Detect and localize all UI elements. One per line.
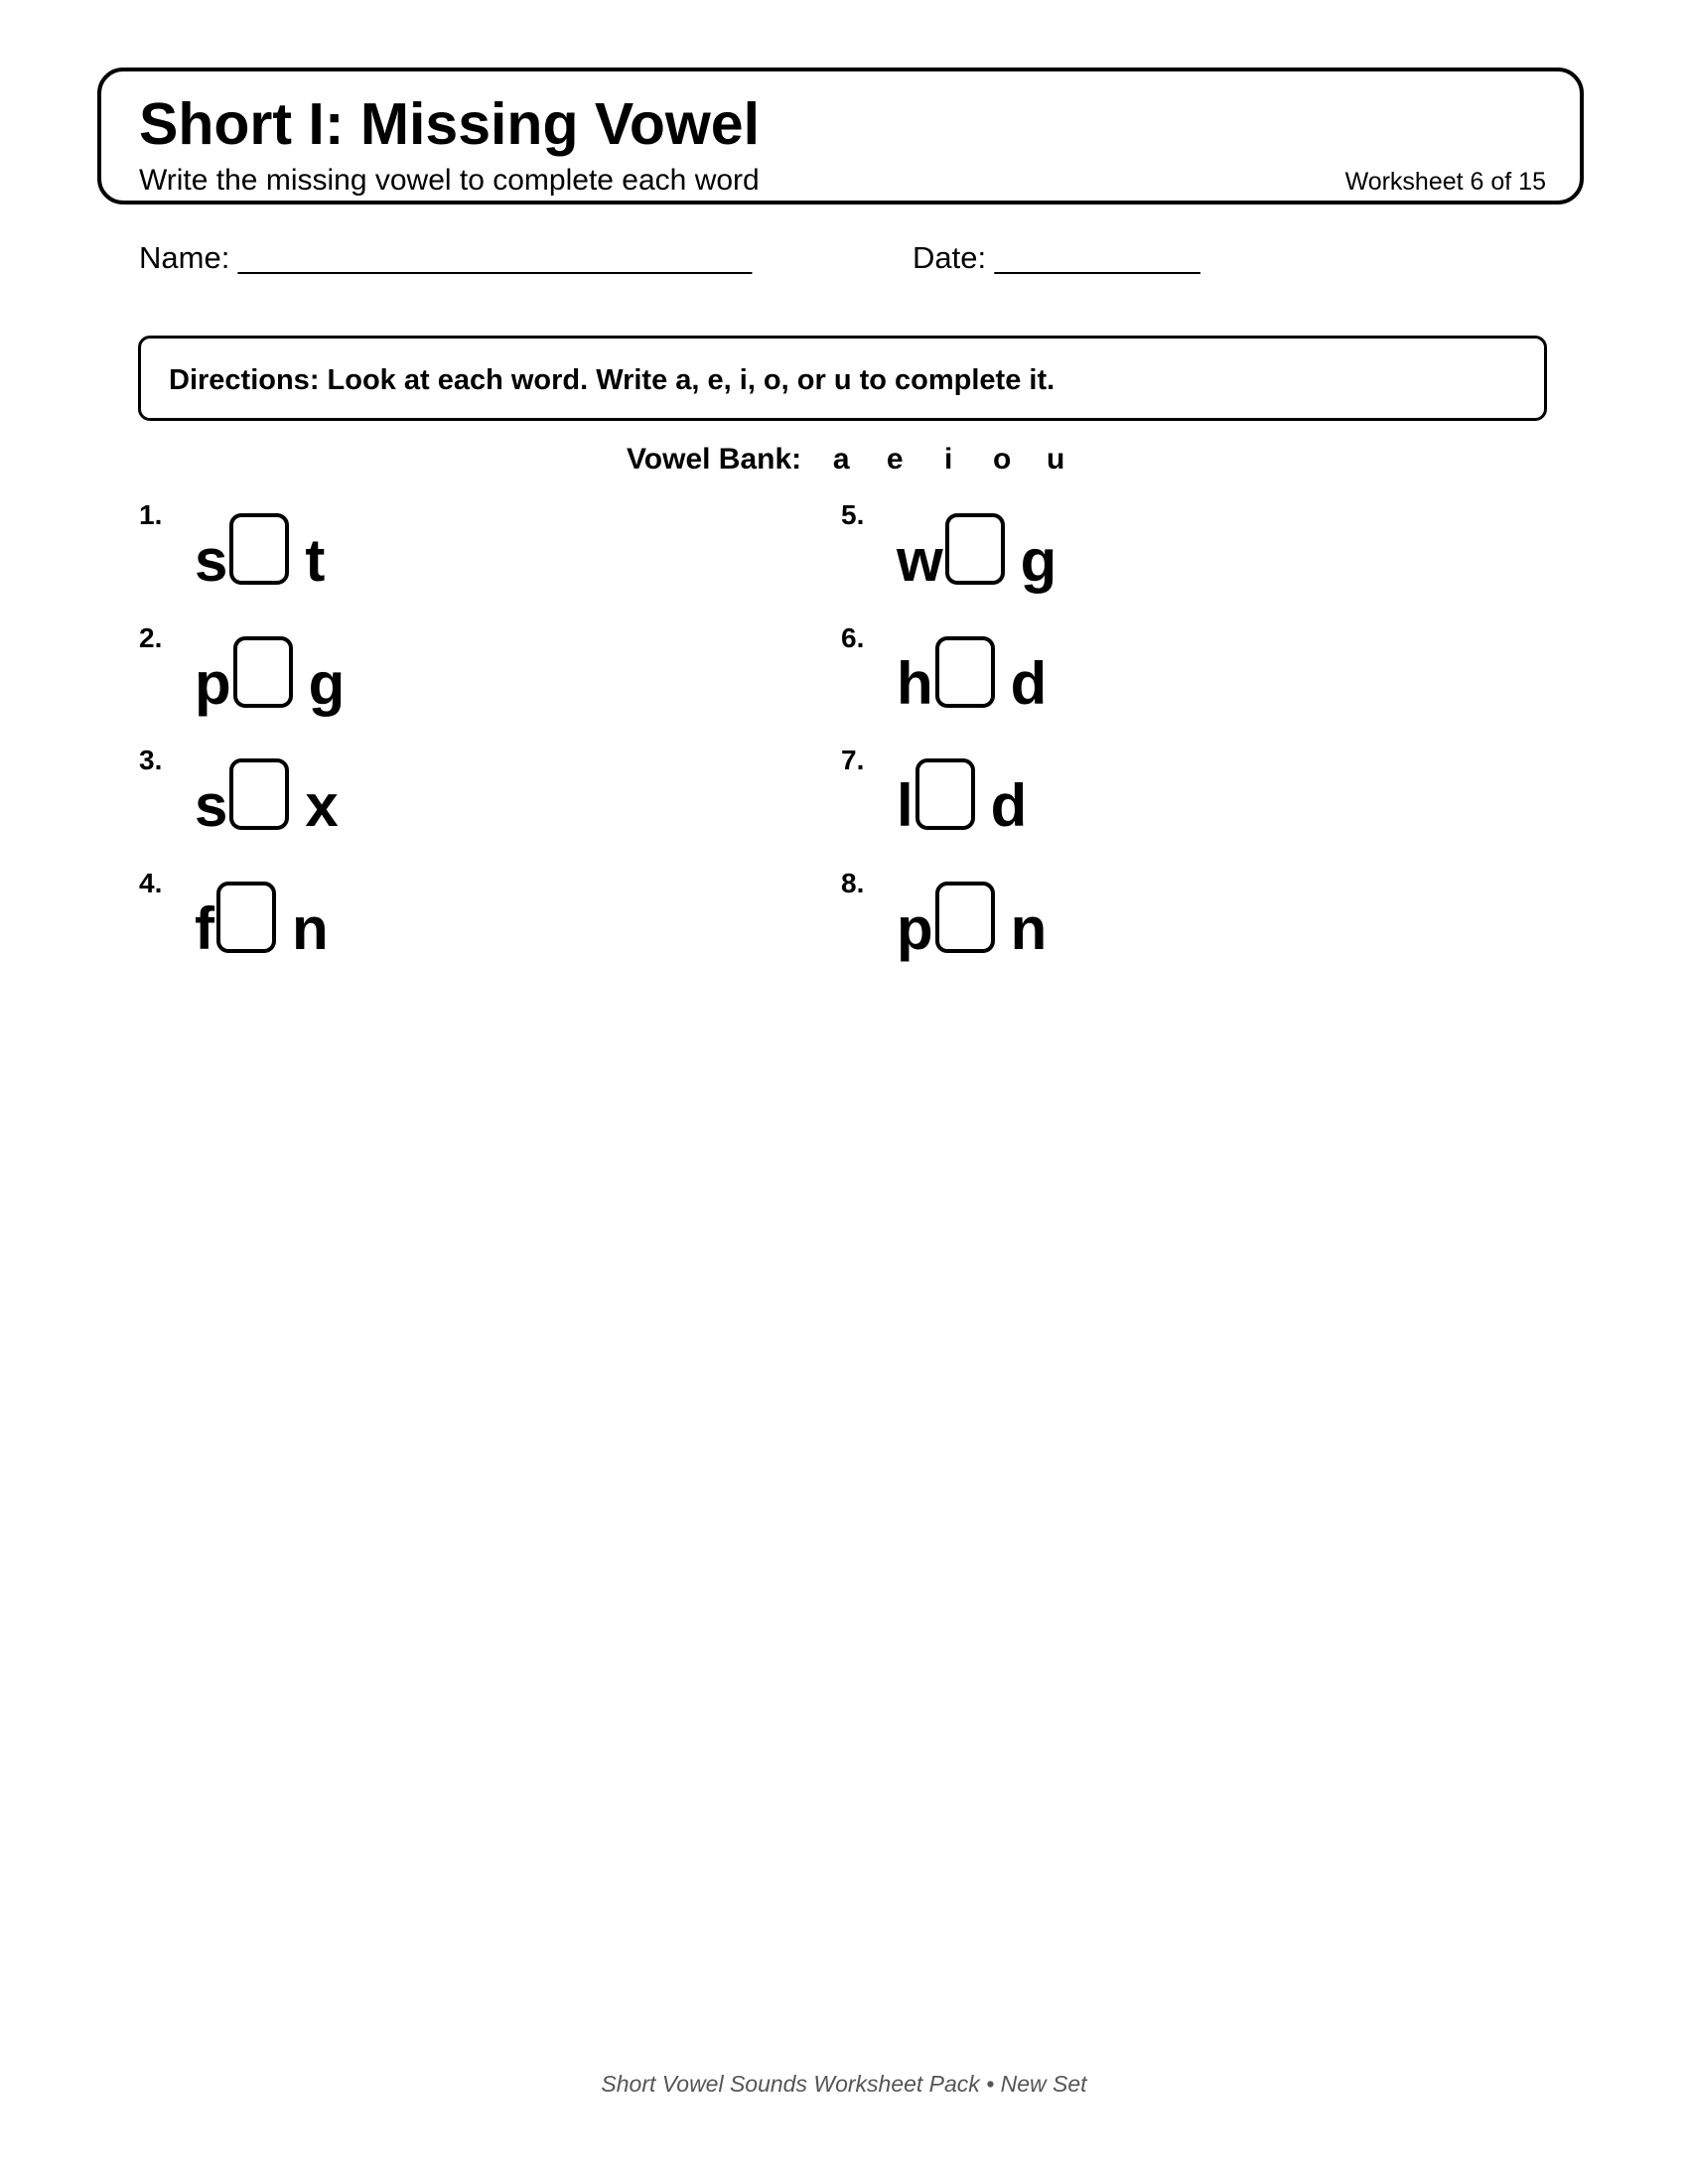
- name-field[interactable]: Name: ______________________________: [139, 240, 753, 275]
- word-first-letter: w: [897, 527, 943, 594]
- problem-number: 6.: [841, 622, 865, 653]
- word-last-letter: g: [308, 650, 346, 717]
- page-title: Short I: Missing Vowel: [139, 91, 761, 157]
- vowel-answer-box[interactable]: [216, 882, 276, 953]
- word-last-letter: d: [1010, 650, 1048, 717]
- vowel-bank-letter: u: [1046, 443, 1065, 476]
- problem-word: [897, 636, 1048, 717]
- problem-word: [195, 758, 339, 839]
- problem-word: [897, 513, 1057, 594]
- problem-number: 3.: [139, 745, 163, 775]
- vowel-bank-letter: i: [943, 443, 953, 476]
- word-first-letter: s: [195, 527, 228, 594]
- problem-word: [897, 882, 1048, 962]
- word-first-letter: f: [195, 895, 214, 962]
- vowel-answer-box[interactable]: [229, 513, 289, 585]
- vowel-answer-box[interactable]: [229, 758, 289, 830]
- vowel-bank: [627, 445, 1082, 475]
- vowel-answer-box[interactable]: [945, 513, 1005, 585]
- vowel-answer-box[interactable]: [935, 636, 995, 708]
- vowel-bank-label: Vowel Bank:: [627, 443, 802, 476]
- vowel-answer-box[interactable]: [233, 636, 293, 708]
- vowel-bank-letter: a: [832, 443, 850, 476]
- word-last-letter: x: [305, 772, 339, 839]
- page-footer: Short Vowel Sounds Worksheet Pack • New Set: [601, 2071, 1087, 2097]
- directions-text: Directions: Look at each word. Write a, e, i, o, or u to complete it.: [169, 364, 1055, 396]
- problem-number: 8.: [841, 868, 865, 898]
- word-first-letter: p: [195, 650, 231, 717]
- problem-number: 5.: [841, 499, 865, 530]
- word-last-letter: g: [1020, 527, 1057, 594]
- problem-number: 4.: [139, 868, 163, 898]
- word-first-letter: h: [897, 650, 933, 717]
- vowel-bank-letter: e: [886, 443, 904, 476]
- word-last-letter: n: [1010, 895, 1048, 962]
- word-last-letter: d: [990, 772, 1028, 839]
- word-first-letter: p: [897, 895, 933, 962]
- problem-word: [195, 636, 346, 717]
- problem-number: 7.: [841, 745, 865, 775]
- problem-number: 2.: [139, 622, 163, 653]
- word-first-letter: s: [195, 772, 228, 839]
- word-last-letter: n: [291, 895, 329, 962]
- problem-word: [195, 513, 326, 594]
- word-last-letter: t: [305, 527, 326, 594]
- vowel-bank-letter: o: [992, 443, 1012, 476]
- word-first-letter: l: [897, 772, 914, 839]
- date-field[interactable]: Date: ____________: [913, 240, 1200, 275]
- vowel-answer-box[interactable]: [915, 758, 975, 830]
- vowel-answer-box[interactable]: [935, 882, 995, 953]
- problem-word: [897, 758, 1028, 839]
- problem-word: [195, 882, 329, 962]
- page-subtitle: Write the missing vowel to complete each word: [139, 164, 760, 197]
- worksheet-count: Worksheet 6 of 15: [1344, 168, 1546, 196]
- problem-number: 1.: [139, 499, 163, 530]
